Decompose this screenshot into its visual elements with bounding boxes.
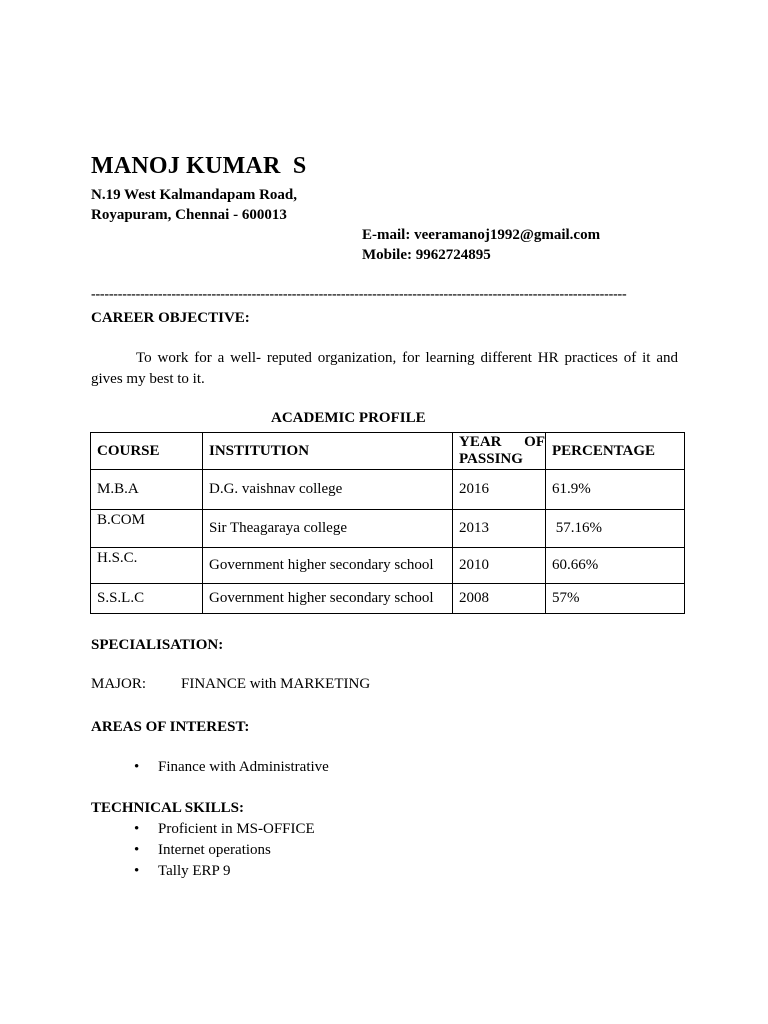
column-header: INSTITUTION <box>203 433 453 470</box>
address-line-2: Royapuram, Chennai - 600013 <box>91 207 287 223</box>
table-header-row <box>91 433 685 470</box>
list-item: Finance with Administrative <box>158 759 329 775</box>
dashed-divider: ------------------------------------------------------------------------------------------------------------------------ <box>91 287 627 302</box>
table-cell: D.G. vaishnav college <box>203 470 453 510</box>
table-cell: M.B.A <box>91 470 203 510</box>
column-header: YEAR OF PASSING <box>453 433 546 470</box>
table-row <box>91 584 685 614</box>
career-objective-text: To work for a well- reputed organization, for learning different HR practices of it and gives my best to it. <box>91 350 678 387</box>
candidate-name: MANOJ KUMAR S <box>91 153 307 179</box>
technical-skills-heading: TECHNICAL SKILLS: <box>91 800 244 816</box>
table-cell: 2008 <box>453 584 546 614</box>
address-line-1: N.19 West Kalmandapam Road, <box>91 187 298 203</box>
table-cell: 57.16% <box>546 510 685 548</box>
table-cell: Government higher secondary school <box>203 548 453 584</box>
table-cell: 2016 <box>453 470 546 510</box>
table-row <box>91 548 685 584</box>
major-value: FINANCE with MARKETING <box>181 676 371 692</box>
career-objective-heading: CAREER OBJECTIVE: <box>91 310 250 326</box>
table-cell: B.COM <box>91 510 203 548</box>
table-cell: S.S.L.C <box>91 584 203 614</box>
table-cell: H.S.C. <box>91 548 203 584</box>
email-text: E-mail: veeramanoj1992@gmail.com <box>362 227 601 243</box>
table-cell: 57% <box>546 584 685 614</box>
academic-profile-title: ACADEMIC PROFILE <box>271 410 426 426</box>
list-item: Internet operations <box>158 842 271 858</box>
list-item: Proficient in MS-OFFICE <box>158 821 315 837</box>
mobile-text: Mobile: 9962724895 <box>362 247 491 263</box>
table-cell: 2013 <box>453 510 546 548</box>
table-row <box>91 470 685 510</box>
bullet-icon: • <box>134 759 140 775</box>
table-cell: 61.9% <box>546 470 685 510</box>
academic-profile-table <box>90 432 685 614</box>
list-item: Tally ERP 9 <box>158 863 231 879</box>
table-row <box>91 510 685 548</box>
table-cell: Sir Theagaraya college <box>203 510 453 548</box>
areas-of-interest-heading: AREAS OF INTEREST: <box>91 719 250 735</box>
column-header: PERCENTAGE <box>546 433 685 470</box>
bullet-icon: • <box>134 821 140 837</box>
column-header: COURSE <box>91 433 203 470</box>
specialisation-heading: SPECIALISATION: <box>91 637 224 653</box>
major-label: MAJOR: <box>91 676 147 692</box>
table-cell: 60.66% <box>546 548 685 584</box>
bullet-icon: • <box>134 863 140 879</box>
table-cell: 2010 <box>453 548 546 584</box>
table-cell: Government higher secondary school <box>203 584 453 614</box>
bullet-icon: • <box>134 842 140 858</box>
